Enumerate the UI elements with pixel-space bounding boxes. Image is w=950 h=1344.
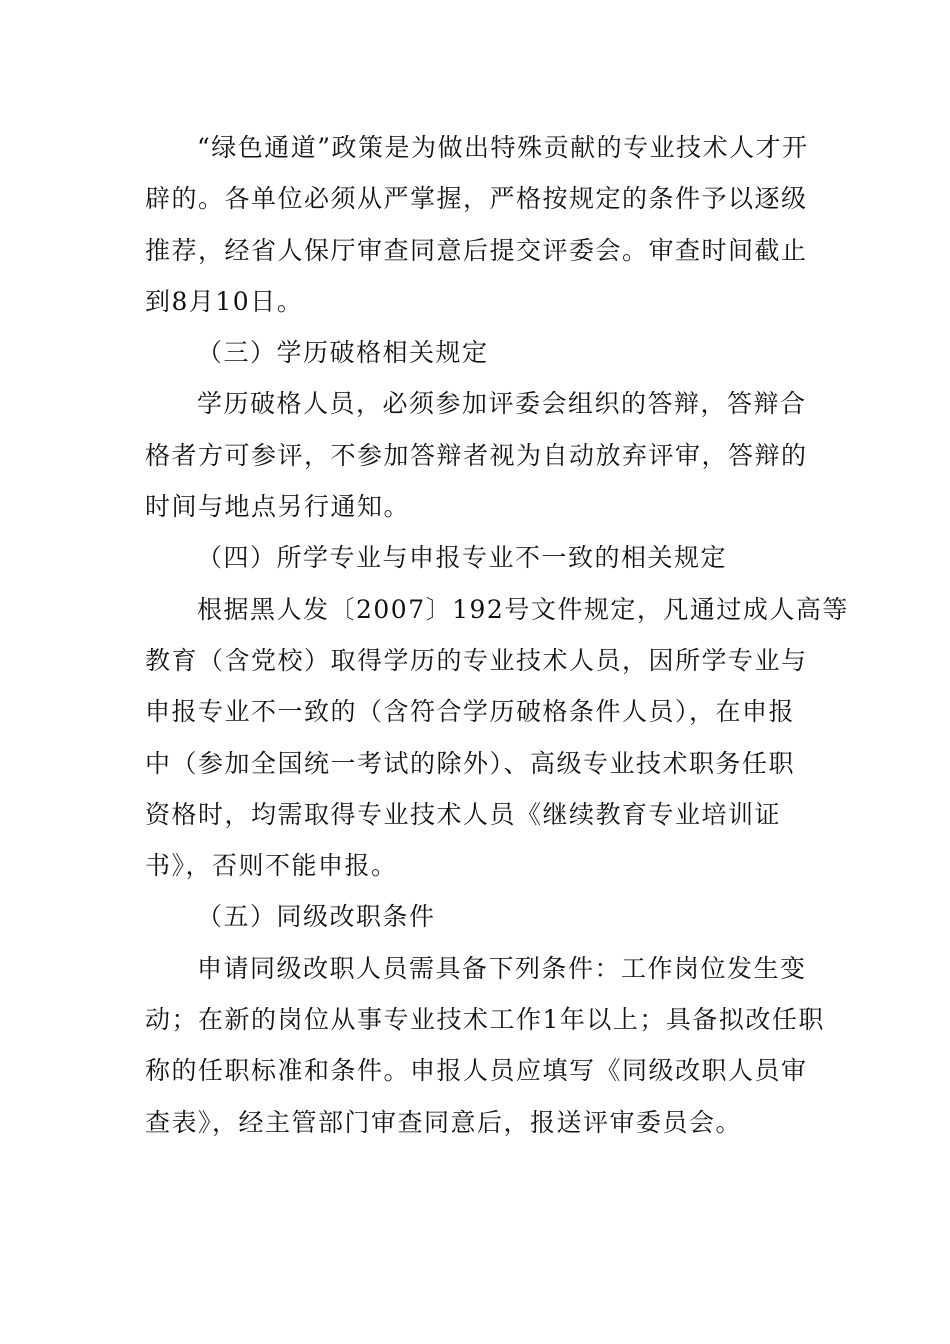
paragraph-green-channel-line-2: 辟的。各单位必须从严掌握，严格按规定的条件予以逐级: [145, 184, 808, 214]
paragraph-transfer-line-1: 申请同级改职人员需具备下列条件：工作岗位发生变: [197, 953, 807, 983]
paragraph-green-channel-line-3: 推荐，经省人保厅审查同意后提交评委会。审查时间截止: [145, 235, 808, 265]
paragraph-major-line-5: 资格时，均需取得专业技术人员《继续教育专业培训证: [145, 799, 782, 829]
paragraph-education-line-1: 学历破格人员，必须参加评委会组织的答辩，答辩合: [197, 389, 807, 419]
document-body: [145, 122, 849, 1148]
paragraph-major-line-2: 教育（含党校）取得学历的专业技术人员，因所学专业与: [145, 645, 808, 675]
paragraph-major-line-1: 根据黑人发〔2007〕192号文件规定，凡通过成人高等: [197, 594, 849, 624]
paragraph-education-line-2: 格者方可参评，不参加答辩者视为自动放弃评审，答辩的: [145, 440, 808, 470]
paragraph-major-line-6: 书》，否则不能申报。: [145, 851, 398, 881]
paragraph-transfer-line-4: 查表》，经主管部门审查同意后，报送评审委员会。: [145, 1107, 743, 1137]
section-heading-4: （四）所学专业与申报专业不一致的相关规定: [197, 543, 728, 573]
paragraph-transfer-line-3: 称的任职标准和条件。申报人员应填写《同级改职人员审: [145, 1056, 808, 1086]
paragraph-major-line-3: 申报专业不一致的（含符合学历破格条件人员），在申报: [145, 697, 796, 727]
paragraph-green-channel-line-1: “绿色通道”政策是为做出特殊贡献的专业技术人才开: [197, 133, 809, 162]
paragraph-green-channel-line-4: 到8月10日。: [145, 286, 304, 316]
paragraph-education-line-3: 时间与地点另行通知。: [145, 492, 411, 522]
section-heading-3: （三）学历破格相关规定: [197, 338, 489, 368]
paragraph-major-line-4: 中（参加全国统一考试的除外）、高级专业技术职务任职: [145, 748, 796, 778]
section-heading-5: （五）同级改职条件: [197, 902, 436, 932]
paragraph-transfer-line-2: 动；在新的岗位从事专业技术工作1年以上；具备拟改任职: [145, 1005, 825, 1035]
